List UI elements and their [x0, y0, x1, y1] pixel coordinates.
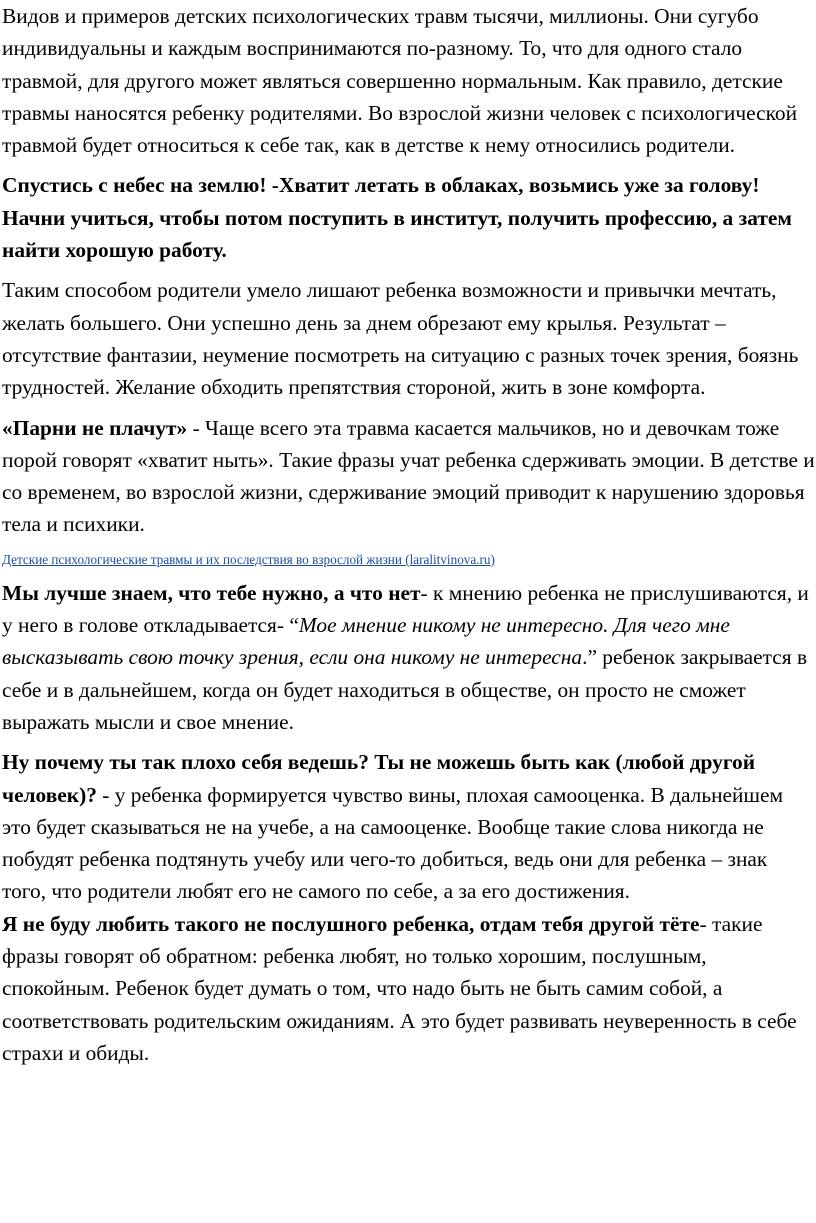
we-know-better-bold: Мы лучше знаем, что тебе нужно, а что нет	[2, 580, 421, 605]
paragraph-intro-text: Видов и примеров детских психологических травм тысячи, миллионы. Они сугубо индивидуальны и каждым воспринимаются по-разному. То, что для одного стало травмой, для другого может являться совершенно нормальным. Как правило, детские травмы наносятся ребенку родителями. Во взрослой жизни человек с психологической травмой будет относиться к себе так, как в детстве к нему относились родители.	[2, 4, 798, 158]
quote-sky-bold: Спустись с небес на землю! -Хватит летать в облаках, возьмись уже за голову! Начни учиться, чтобы потом поступить в институт, получить профессию, а затем найти хорошую работу.	[2, 173, 792, 263]
wont-love-bold: Я не буду любить такого не послушного ребенка, отдам тебя другой тёте	[2, 911, 700, 936]
wont-love-text: - такие фразы говорят об обратном: ребенка любят, но только хорошим, послушным, спокойным. Ребенок будет думать о том, что надо быть не быть самим собой, а соответствовать родительским ожиданиям. А это будет развивать неуверенность в себе страхи и обиды.	[2, 911, 797, 1065]
behave-bold: Ну почему ты так плохо себя ведешь? Ты не можешь быть как (любой другой человек)?	[2, 750, 756, 807]
we-know-better-text-2: .” ребенок закрывается в себе и в дальнейшем, когда он будет находиться в обществе, он просто не сможет выражать мысли и свое мнение.	[2, 645, 808, 734]
paragraph-dreams	[2, 274, 816, 403]
paragraph-wont-love	[2, 908, 816, 1069]
source-link[interactable]	[2, 551, 816, 569]
paragraph-intro	[2, 0, 816, 161]
source-link-text[interactable]: Детские психологические травмы и их последствия во взрослой жизни (laralitvinova.ru)	[2, 551, 495, 567]
paragraph-boys-dont-cry	[2, 412, 816, 541]
we-know-better-text-1: - к мнению ребенка не прислушиваются, и у него в голове откладывается- “	[2, 580, 809, 638]
boys-dont-cry-bold: «Парни не плачут»	[2, 415, 188, 440]
paragraph-dreams-text: Таким способом родители умело лишают ребенка возможности и привычки мечтать, желать большего. Они успешно день за днем обрезают ему крылья. Результат – отсутствие фантазии, неумение посмотреть на ситуацию с разных точек зрения, боязнь трудностей. Желание обходить препятствия стороной, жить в зоне комфорта.	[2, 278, 799, 400]
behave-text: - у ребенка формируется чувство вины, плохая самооценка. В дальнейшем это будет сказываться не на учебе, а на самооценке. Вообще такие слова никогда не побудят ребенка подтянуть учебу или чего-то добиться, ведь они для ребенка – знак того, что родители любят его не самого по себе, а за его достижения.	[2, 782, 783, 904]
paragraph-quote-sky	[2, 169, 816, 266]
paragraph-behave	[2, 746, 816, 907]
boys-dont-cry-text: - Чаще всего эта травма касается мальчиков, но и девочкам тоже порой говорят «хватит ныть». Такие фразы учат ребенка сдерживать эмоции. В детстве и со временем, во взрослой жизни, сдерживание эмоций приводит к нарушению здоровья тела и психики.	[2, 415, 815, 537]
paragraph-we-know-better	[2, 577, 816, 738]
document-page	[2, 0, 816, 1069]
we-know-better-italic: Мое мнение никому не интересно. Для чего мне высказывать свою точку зрения, если она никому не интересна	[2, 613, 730, 670]
